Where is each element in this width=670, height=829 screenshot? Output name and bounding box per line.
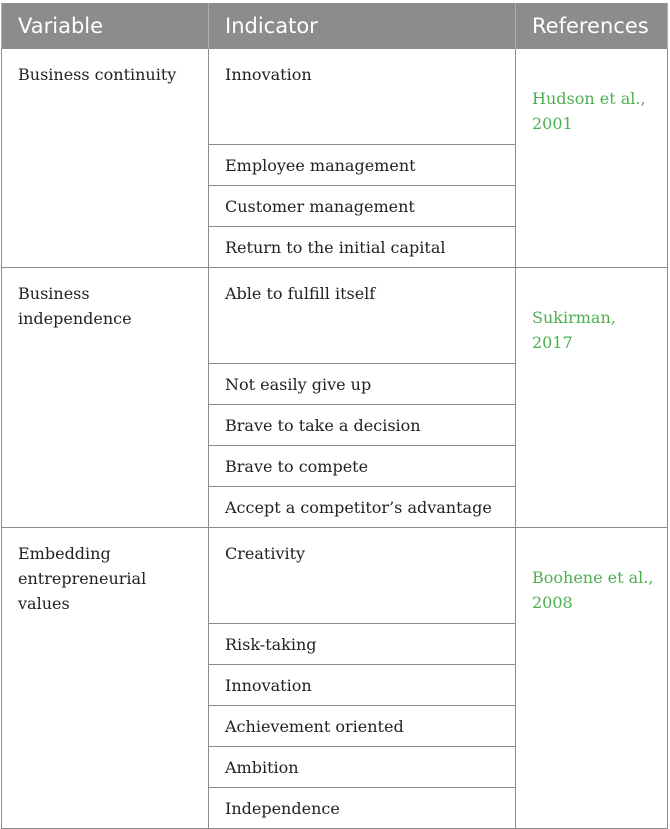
indicator-cell: Customer management xyxy=(209,186,516,227)
variable-cell: Embedding entrepreneurial values xyxy=(2,528,209,829)
indicator-cell: Innovation xyxy=(209,665,516,706)
variable-cell: Business continuity xyxy=(2,49,209,268)
indicator-cell: Ambition xyxy=(209,747,516,788)
indicator-cell: Innovation xyxy=(209,49,516,145)
reference-cell: Sukirman, 2017 xyxy=(516,268,668,528)
indicator-cell: Independence xyxy=(209,788,516,829)
indicator-cell: Accept a competitor’s advantage xyxy=(209,487,516,528)
header-variable: Variable xyxy=(2,3,209,49)
indicator-cell: Able to fulfill itself xyxy=(209,268,516,364)
table-container xyxy=(1,3,667,829)
indicator-cell: Brave to take a decision xyxy=(209,405,516,446)
reference-cell: Boohene et al., 2008 xyxy=(516,528,668,829)
indicator-cell: Not easily give up xyxy=(209,364,516,405)
reference-cell: Hudson et al., 2001 xyxy=(516,49,668,268)
variable-cell: Business independence xyxy=(2,268,209,528)
header-indicator: Indicator xyxy=(209,3,516,49)
header-references: References xyxy=(516,3,668,49)
indicator-cell: Achievement oriented xyxy=(209,706,516,747)
indicator-cell: Creativity xyxy=(209,528,516,624)
indicator-cell: Return to the initial capital xyxy=(209,227,516,268)
table-row xyxy=(2,528,668,624)
indicator-cell: Employee management xyxy=(209,145,516,186)
indicator-cell: Brave to compete xyxy=(209,446,516,487)
indicator-cell: Risk-taking xyxy=(209,624,516,665)
header-row xyxy=(2,3,668,49)
table-row xyxy=(2,268,668,364)
table-row xyxy=(2,49,668,145)
variables-table xyxy=(1,3,668,829)
